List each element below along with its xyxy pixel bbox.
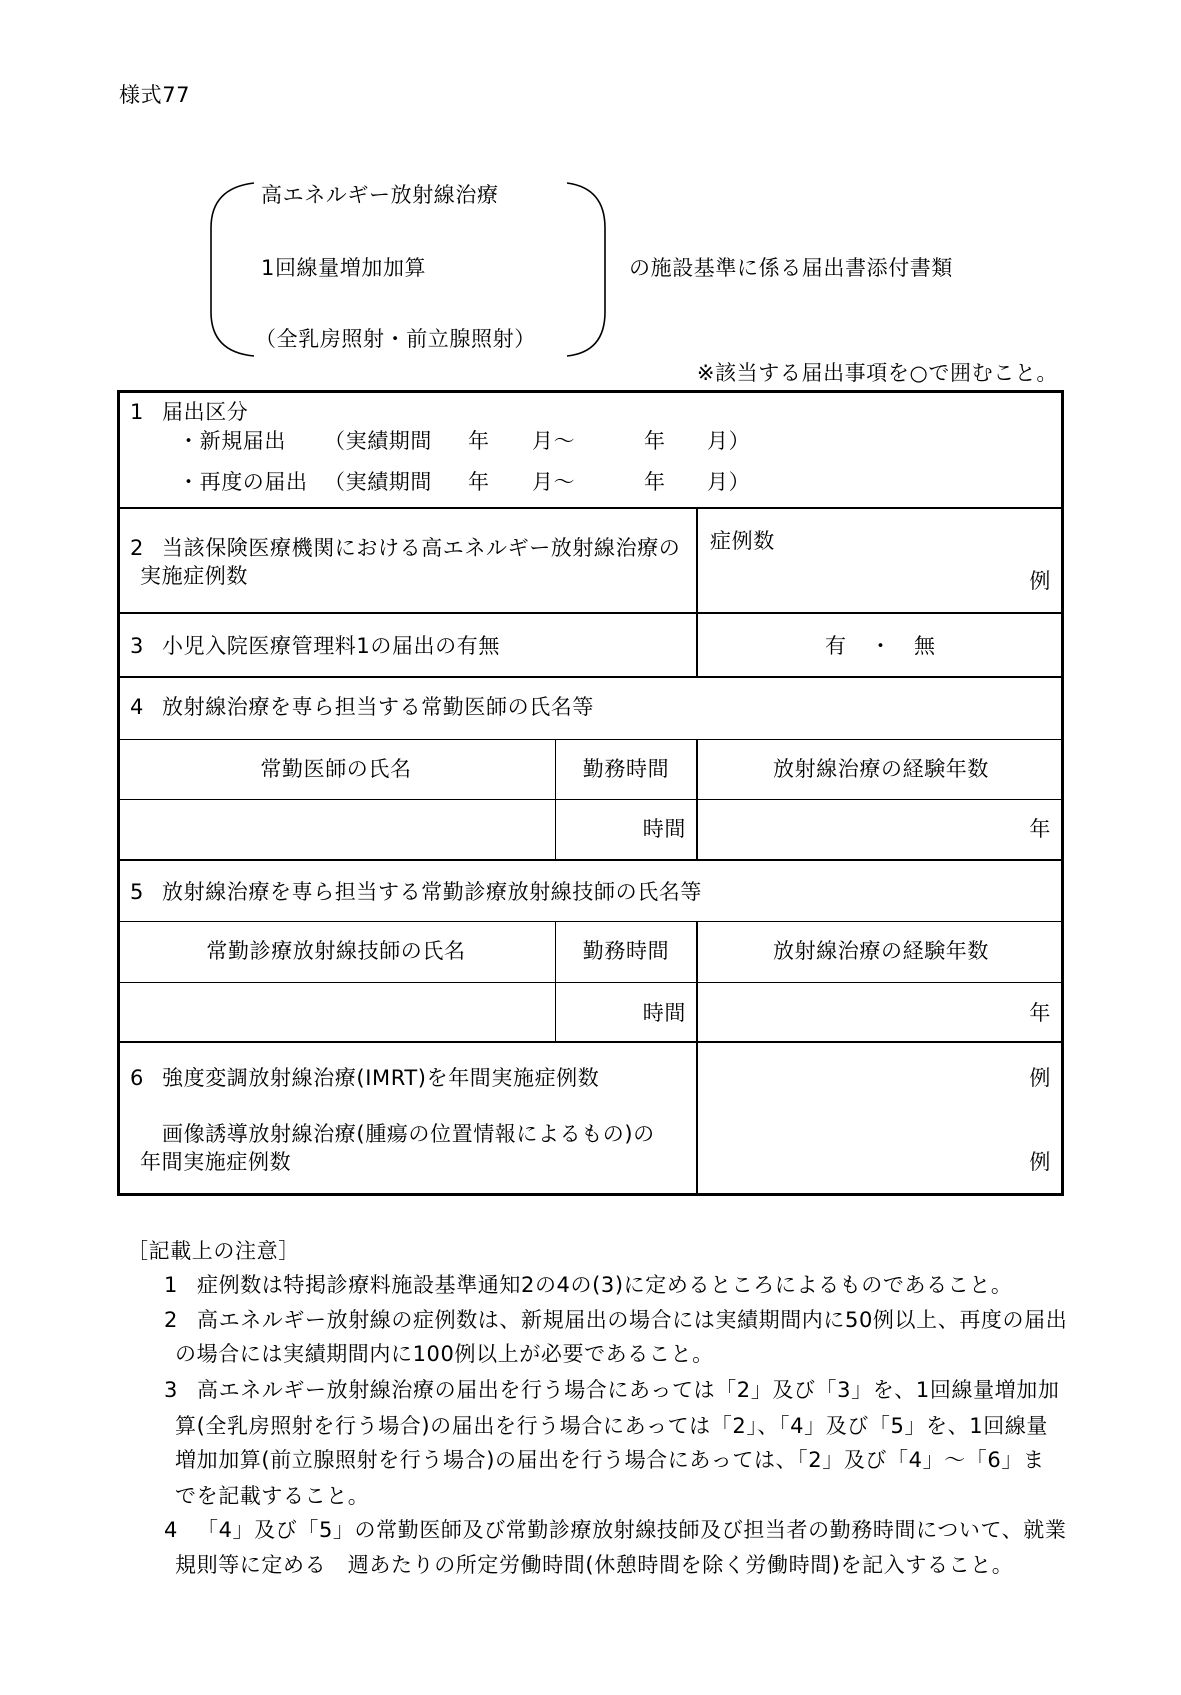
column-header-hours: 勤務時間 (582, 757, 670, 781)
section-number: 5 (130, 880, 144, 904)
period-label: （実績期間 (324, 470, 432, 494)
instruction-note: ※該当する届出事項を○で囲むこと。 (696, 361, 1058, 385)
section-heading: 小児入院医療管理料1の届出の有無 (162, 634, 500, 658)
section-subheading-cont: 年間実施症例数 (140, 1150, 292, 1174)
note-text-cont: の場合には実績期間内に100例以上が必要であること。 (175, 1342, 714, 1366)
section-number: 1 (130, 400, 144, 424)
section-subheading: 画像誘導放射線治療(腫瘍の位置情報によるもの)の (162, 1122, 655, 1146)
note-text-cont: 規則等に定める 週あたりの所定労働時間(休憩時間を除く労働時間)を記入すること。 (175, 1553, 1014, 1577)
hours-unit: 時間 (642, 1001, 686, 1025)
table-rule (117, 799, 1064, 800)
left-bracket (211, 183, 254, 356)
option-separator: ・ (870, 634, 892, 658)
note-text: 症例数は特掲診療料施設基準通知2の4の(3)に定めるところによるものであること。 (197, 1273, 1013, 1297)
title-line-1: 高エネルギー放射線治療 (261, 183, 499, 207)
table-rule (117, 676, 1064, 678)
month-unit: 月） (707, 470, 751, 494)
hours-unit: 時間 (642, 817, 686, 841)
section-heading-cont: 実施症例数 (140, 564, 248, 588)
note-text: 「4」及び「5」の常勤医師及び常勤診療放射線技師及び担当者の勤務時間について、就業 (197, 1518, 1067, 1542)
note-text: 高エネルギー放射線の症例数は、新規届出の場合には実績期間内に50例以上、再度の届出 (197, 1308, 1068, 1332)
section-heading: 放射線治療を専ら担当する常勤医師の氏名等 (162, 695, 594, 719)
notes-heading: ［記載上の注意］ (127, 1239, 300, 1263)
option-yes: 有 (825, 634, 847, 658)
case-unit: 例 (1029, 569, 1051, 593)
note-number: 3 (164, 1378, 178, 1402)
right-bracket (567, 183, 605, 356)
month-unit: 月～ (532, 470, 576, 494)
option-no: 無 (914, 634, 936, 658)
years-unit: 年 (1029, 1001, 1051, 1025)
section-number: 3 (130, 634, 144, 658)
year-unit: 年 (468, 429, 490, 453)
table-rule (117, 507, 1064, 509)
column-header-name: 常勤診療放射線技師の氏名 (206, 939, 466, 963)
title-suffix: の施設基準に係る届出書添付書類 (629, 256, 953, 280)
case-unit: 例 (1029, 1150, 1051, 1174)
application-type-label: ・再度の届出 (178, 470, 308, 494)
section-heading: 強度変調放射線治療(IMRT)を年間実施症例数 (162, 1066, 600, 1090)
column-header-hours: 勤務時間 (582, 939, 670, 963)
table-rule (117, 739, 1064, 740)
note-text-cont: 増加加算(前立腺照射を行う場合)の届出を行う場合にあっては、「2」及び「4」～「6」ま (175, 1448, 1045, 1472)
application-type-label: ・新規届出 (178, 429, 286, 453)
table-rule (117, 982, 1064, 983)
title-brackets (0, 0, 1181, 400)
note-number: 4 (164, 1518, 178, 1542)
table-rule (117, 1041, 1064, 1043)
title-line-2: 1回線量増加加算 (261, 256, 427, 280)
month-unit: 月） (707, 429, 751, 453)
section-number: 6 (130, 1066, 144, 1090)
table-rule (117, 612, 1064, 614)
year-unit: 年 (644, 429, 666, 453)
case-count-label: 症例数 (710, 529, 775, 553)
note-text-cont: でを記載すること。 (175, 1484, 370, 1508)
year-unit: 年 (468, 470, 490, 494)
period-label: （実績期間 (324, 429, 432, 453)
section-heading: 放射線治療を専ら担当する常勤診療放射線技師の氏名等 (162, 880, 702, 904)
section-number: 2 (130, 536, 144, 560)
table-rule (696, 508, 698, 677)
column-header-name: 常勤医師の氏名 (260, 757, 412, 781)
case-unit: 例 (1029, 1066, 1051, 1090)
column-header-experience: 放射線治療の経験年数 (773, 939, 989, 963)
section-number: 4 (130, 695, 144, 719)
note-number: 1 (164, 1273, 178, 1297)
form-number: 様式77 (119, 83, 191, 107)
note-text-cont: 算(全乳房照射を行う場合)の届出を行う場合にあっては「2」、「4」及び「5」を、1回線量 (175, 1414, 1049, 1438)
years-unit: 年 (1029, 817, 1051, 841)
section-heading: 届出区分 (162, 400, 249, 424)
note-text: 高エネルギー放射線治療の届出を行う場合にあっては「2」及び「3」を、1回線量増加加 (197, 1378, 1060, 1402)
table-rule (117, 859, 1064, 861)
column-header-experience: 放射線治療の経験年数 (773, 757, 989, 781)
table-rule (117, 921, 1064, 922)
table-rule (696, 1042, 698, 1196)
month-unit: 月～ (532, 429, 576, 453)
section-heading: 当該保険医療機関における高エネルギー放射線治療の (162, 536, 681, 560)
note-number: 2 (164, 1308, 178, 1332)
title-line-3: （全乳房照射・前立腺照射） (255, 327, 536, 351)
year-unit: 年 (644, 470, 666, 494)
